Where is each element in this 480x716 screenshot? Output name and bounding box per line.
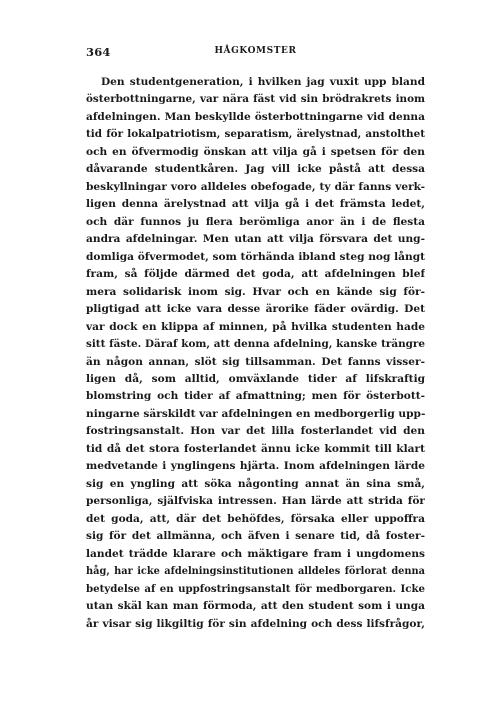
text-line: dåvarande studentkåren. Jag vill icke påstå att dessa — [86, 163, 425, 176]
text-line: ningarne särskildt var afdelningen en medborgerlig upp- — [86, 407, 425, 420]
page-header — [86, 45, 425, 63]
text-line: medvetande i ynglingens hjärta. Inom afdelningen lärde — [86, 460, 425, 473]
text-line: tid för lokalpatriotism, separatism, ärelystnad, anstolthet — [86, 128, 425, 141]
text-line: afdelningen. Man beskyllde österbottningarne vid denna — [86, 110, 425, 123]
text-line: än någon annan, slöt sig tillsamman. Det fanns visser- — [86, 355, 425, 368]
text-line: Den studentgeneration, i hvilken jag vuxit upp bland — [101, 76, 425, 88]
text-line: det goda, att, där det behöfdes, försaka eller uppoffra — [86, 512, 425, 525]
text-line: sig en yngling att söka någonting annat än sina små, — [86, 477, 425, 490]
text-line: österbottningarne, var nära fäst vid sin brödrakrets inom — [86, 93, 425, 106]
text-line: andra afdelningar. Men utan att vilja försvara det ung- — [86, 233, 425, 246]
text-line: domliga öfvermodet, som törhända ibland steg nog långt — [86, 250, 425, 263]
text-line: ligen denna ärelystnad att vilja gå i det främsta ledet, — [86, 198, 425, 211]
text-line: personliga, själfviska intressen. Han lärde att strida för — [86, 495, 425, 508]
text-line: beskyllningar voro alldeles obefogade, ty där fanns verk- — [86, 180, 425, 193]
text-line: och där funnos ju flera berömliga anor än i de flesta — [86, 215, 425, 228]
text-line: år visar sig likgiltig för sin afdelning och dess lifsfrågor, — [86, 617, 425, 630]
text-line: sitt fäste. Däraf kom, att denna afdelning, kanske trängre — [86, 338, 425, 351]
text-line: fostringsanstalt. Hon var det lilla fosterlandet vid den — [86, 425, 425, 438]
text-line: och en öfvermodig önskan att vilja gå i spetsen för den — [86, 145, 425, 158]
text-line: betydelse af en uppfostringsanstalt för medborgaren. Icke — [86, 582, 425, 595]
text-line: fram, så följde därmed det goda, att afdelningen blef — [86, 268, 425, 281]
text-line: blomstring och tider af afmattning; men för österbott- — [86, 390, 425, 403]
body-paragraph — [86, 74, 425, 633]
text-line: ligen då, som alltid, omväxlande tider af lifskraftig — [86, 372, 425, 385]
text-line: sig för det allmänna, och äfven i senare tid, då foster- — [86, 530, 425, 543]
text-line: pligtigad att icke vara desse ärorike fäder ovärdig. Det — [86, 303, 425, 316]
text-line: håg, har icke afdelningsinstitutionen alldeles förlorat denna — [86, 566, 425, 578]
text-line: tid då det stora fosterlandet ännu icke kommit till klart — [86, 442, 425, 455]
text-line: var dock en klippa af minnen, på hvilka studenten hade — [86, 320, 425, 333]
text-line: utan skäl kan man förmoda, att den student som i unga — [86, 600, 425, 613]
text-line: mera solidarisk inom sig. Hvar och en kände sig för- — [86, 285, 425, 298]
page-number: 364 — [86, 45, 111, 59]
text-line: landet trädde klarare och mäktigare fram i ungdomens — [86, 547, 425, 560]
running-head: HÅGKOMSTER — [214, 46, 297, 56]
